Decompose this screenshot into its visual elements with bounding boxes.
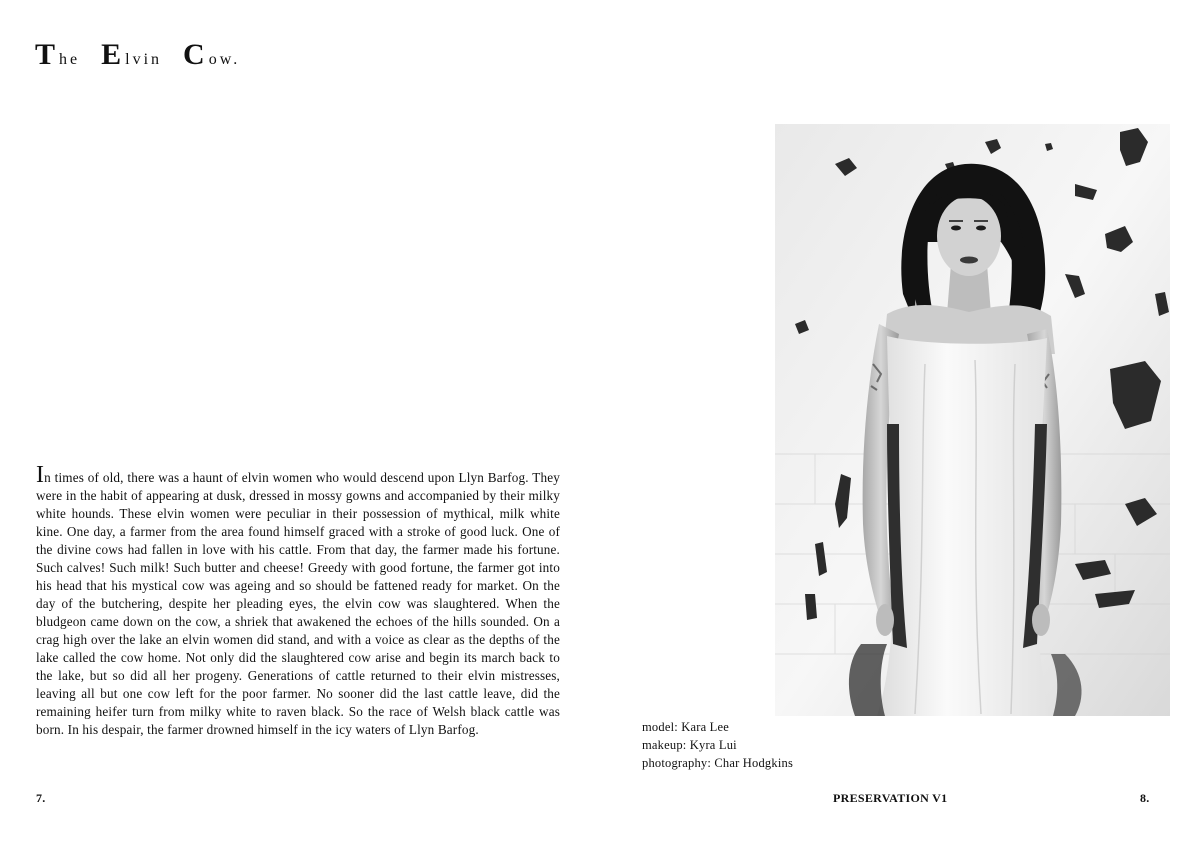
photo-credits xyxy=(642,718,793,772)
credit-makeup: makeup: Kyra Lui xyxy=(642,738,737,752)
title-word-2 xyxy=(101,38,163,71)
story-text xyxy=(36,462,560,739)
drop-cap: I xyxy=(36,462,45,488)
page-number-right: 8. xyxy=(1140,791,1150,805)
title-initial: C xyxy=(183,38,205,71)
model-photo-illustration xyxy=(775,124,1170,716)
title-rest: lvin xyxy=(125,51,163,68)
title-initial: T xyxy=(35,38,56,71)
title-rest: ow. xyxy=(208,51,241,68)
model-photo xyxy=(775,124,1170,716)
credit-photography: photography: Char Hodgkins xyxy=(642,756,794,770)
credit-model: model: Kara Lee xyxy=(642,720,729,734)
issue-name: PRESERVATION V1 xyxy=(833,791,948,805)
page-number-left: 7. xyxy=(36,791,46,805)
story-body: n times of old, there was a haunt of elvin women who would descend upon Llyn Barfog. They were in the habit of appearing at dusk, dressed in mossy gowns and accompanied by their milky white hounds. These elvin women were peculiar in their possession of mythical, milk white kine. One day, a farmer from the area found himself graced with a stroke of good luck. One of the divine cows had fallen in love with his cattle. From that day, the farmer made his fortune. Such calves! Such milk! Such butter and cheese! Greedy with good fortune, the farmer got into his head that his mystical cow was ageing and so should be fattened ready for market. On the day of the butchering, despite her pleading eyes, the elvin cow was slaughtered. When the bludgeon came down on the cow, a shriek that awakened the echoes of the hills sounded. On a crag high over the lake an elvin women did stand, and with a voice as clear as the depths of the lake called the cow home. Not only did the slaughtered cow arise and begin its march back to the lake, but so did all her progeny. Generations of cattle returned to their elvin mistresses, leaving all but one cow left for the poor farmer. No sooner did the last cattle leave, did the remaining heifer turn from milky white to raven black. So the race of Welsh black cattle was born. In his despair, the farmer drowned himself in the icy waters of Llyn Barfog. xyxy=(36,470,560,737)
title-word-3 xyxy=(183,38,241,71)
title-rest: he xyxy=(59,51,81,68)
title-initial: E xyxy=(101,38,122,71)
article-title xyxy=(35,40,254,70)
title-word-1 xyxy=(35,38,81,71)
